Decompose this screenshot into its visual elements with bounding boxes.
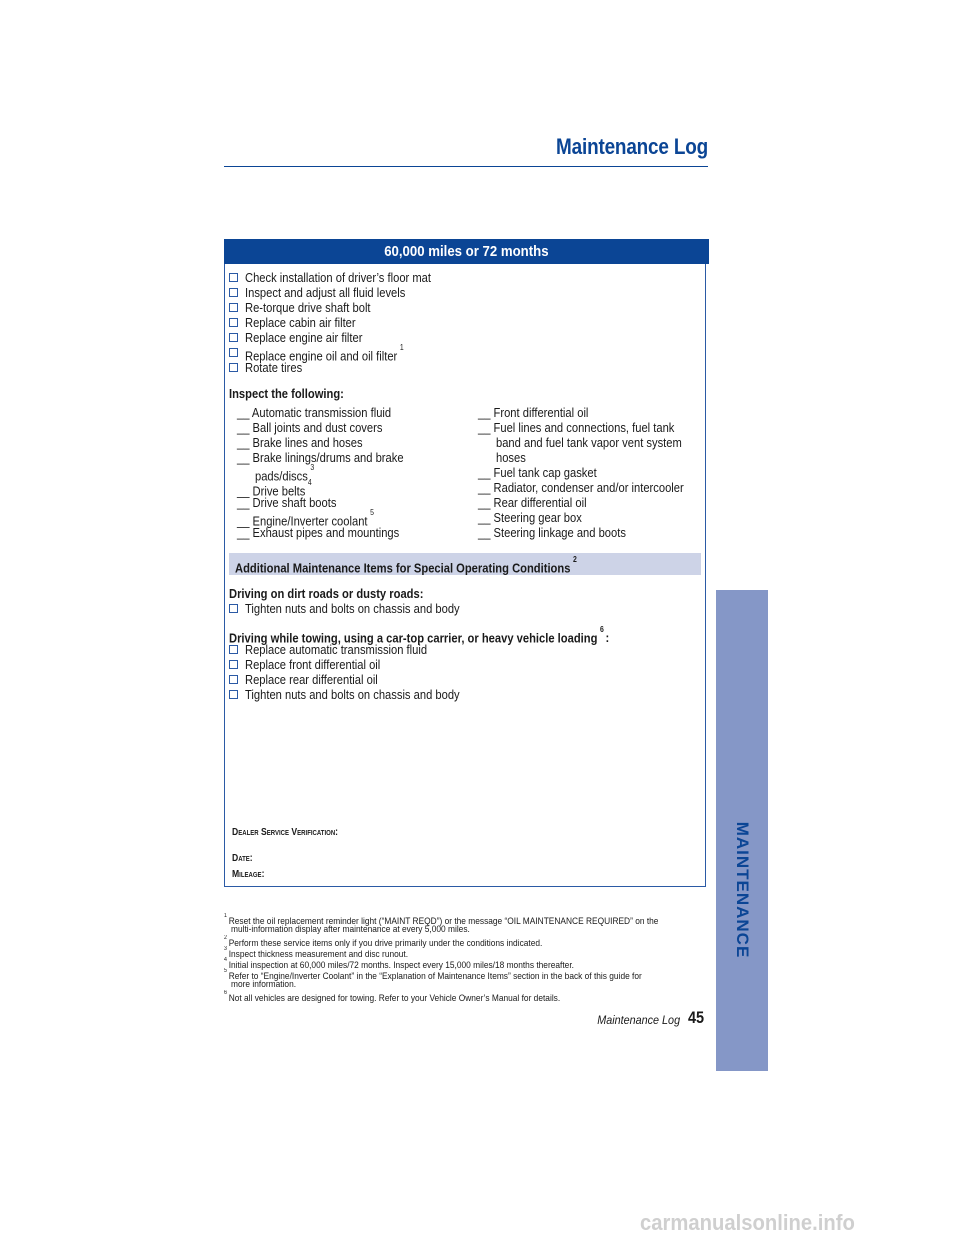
inspect-item: __ Fuel tank cap gasket: [478, 465, 597, 480]
dusty-roads-heading: Driving on dirt roads or dusty roads:: [229, 586, 424, 601]
inspect-item: __ Exhaust pipes and mountings: [237, 525, 400, 540]
checkbox[interactable]: [229, 318, 238, 327]
footnote-line: multi-information display after maintenance at every 5,000 miles.: [231, 924, 470, 935]
footnote-line: $^5$Refer to “Engine/Inverter Coolant” in the “Explanation of Maintenance Items” section in the back of this guide for: [224, 968, 642, 983]
checkbox[interactable]: [229, 604, 238, 613]
section-side-tab[interactable]: [716, 590, 768, 1071]
inspect-item: hoses: [496, 450, 526, 465]
towing-heading: Driving while towing, using a car-top carrier, or heavy vehicle loading$^6$:: [229, 625, 610, 646]
checklist-item: Replace rear differential oil: [245, 672, 378, 687]
dealer-verification-label: Dealer Service Verification:: [232, 827, 339, 838]
inspect-item: __ Brake lines and hoses: [237, 435, 363, 450]
page-number: 45: [688, 1008, 705, 1027]
checklist-item: Rotate tires: [245, 360, 303, 375]
additional-items-bar: [229, 553, 701, 575]
inspect-item: __ Fuel lines and connections, fuel tank: [478, 420, 675, 435]
footnote-line: $^4$Initial inspection at 60,000 miles/72 months. Inspect every 15,000 miles/18 months thereafter.: [224, 957, 574, 972]
inspect-item: __ Ball joints and dust covers: [237, 420, 383, 435]
checklist-item: Inspect and adjust all fluid levels: [245, 285, 406, 300]
checkbox[interactable]: [229, 333, 238, 342]
mileage-label: Mileage:: [232, 869, 265, 880]
title-rule: [224, 166, 708, 167]
side-tab-label: MAINTENANCE: [733, 821, 752, 959]
footnote-line: $^3$Inspect thickness measurement and disc runout.: [224, 946, 409, 961]
inspect-item: __ Brake linings/drums and brake: [237, 450, 404, 465]
checklist-item: Replace engine air filter: [245, 330, 363, 345]
inspect-item: __ Radiator, condenser and/or intercooler: [478, 480, 684, 495]
inspect-heading: Inspect the following:: [229, 386, 344, 401]
checklist-item: Re-torque drive shaft bolt: [245, 300, 371, 315]
date-label: Date:: [232, 853, 253, 864]
checkbox[interactable]: [229, 303, 238, 312]
checklist-item: Check installation of driver’s floor mat: [245, 270, 432, 285]
footnote-line: $^6$Not all vehicles are designed for towing. Refer to your Vehicle Owner’s Manual for details.: [224, 990, 561, 1005]
checkbox[interactable]: [229, 645, 238, 654]
checklist-item: Replace front differential oil: [245, 657, 381, 672]
additional-items-heading: Additional Maintenance Items for Special Operating Conditions$^2$: [235, 555, 577, 576]
inspect-item: pads/discs$^3$: [255, 463, 315, 484]
checkbox[interactable]: [229, 363, 238, 372]
checklist-item: Tighten nuts and bolts on chassis and body: [245, 601, 460, 616]
checklist-item: Tighten nuts and bolts on chassis and body: [245, 687, 460, 702]
inspect-item: __ Front differential oil: [478, 405, 589, 420]
inspect-item: __ Steering gear box: [478, 510, 582, 525]
watermark: carmanualsonline.info: [640, 1210, 855, 1235]
checkbox[interactable]: [229, 273, 238, 282]
inspect-item: band and fuel tank vapor vent system: [496, 435, 682, 450]
checkbox[interactable]: [229, 660, 238, 669]
checkbox[interactable]: [229, 348, 238, 357]
checkbox[interactable]: [229, 690, 238, 699]
inspect-item: __ Automatic transmission fluid: [237, 405, 392, 420]
footnote-line: $^1$Reset the oil replacement reminder light (“MAINT REQD”) or the message “OIL MAINTENANCE REQUIRED” on the: [224, 913, 659, 928]
inspect-item: __ Drive shaft boots: [237, 495, 337, 510]
inspect-item: __ Drive belts$^4$: [237, 478, 312, 499]
checkbox[interactable]: [229, 675, 238, 684]
log-interval-header: 60,000 miles or 72 months: [224, 239, 709, 264]
footnote-line: more information.: [231, 979, 297, 990]
inspect-item: __ Steering linkage and boots: [478, 525, 626, 540]
footnote-line: $^2$Perform these service items only if you drive primarily under the conditions indicated.: [224, 935, 543, 950]
inspect-item: __ Engine/Inverter coolant$^5$: [237, 508, 374, 529]
checklist-item: Replace engine oil and oil filter$^1$: [245, 343, 404, 364]
footer-section-label: Maintenance Log: [597, 1013, 680, 1027]
checkbox[interactable]: [229, 288, 238, 297]
inspect-item: __ Rear differential oil: [478, 495, 587, 510]
page-title: Maintenance Log: [556, 134, 708, 159]
checklist-item: Replace cabin air filter: [245, 315, 356, 330]
checklist-item: Replace automatic transmission fluid: [245, 642, 428, 657]
